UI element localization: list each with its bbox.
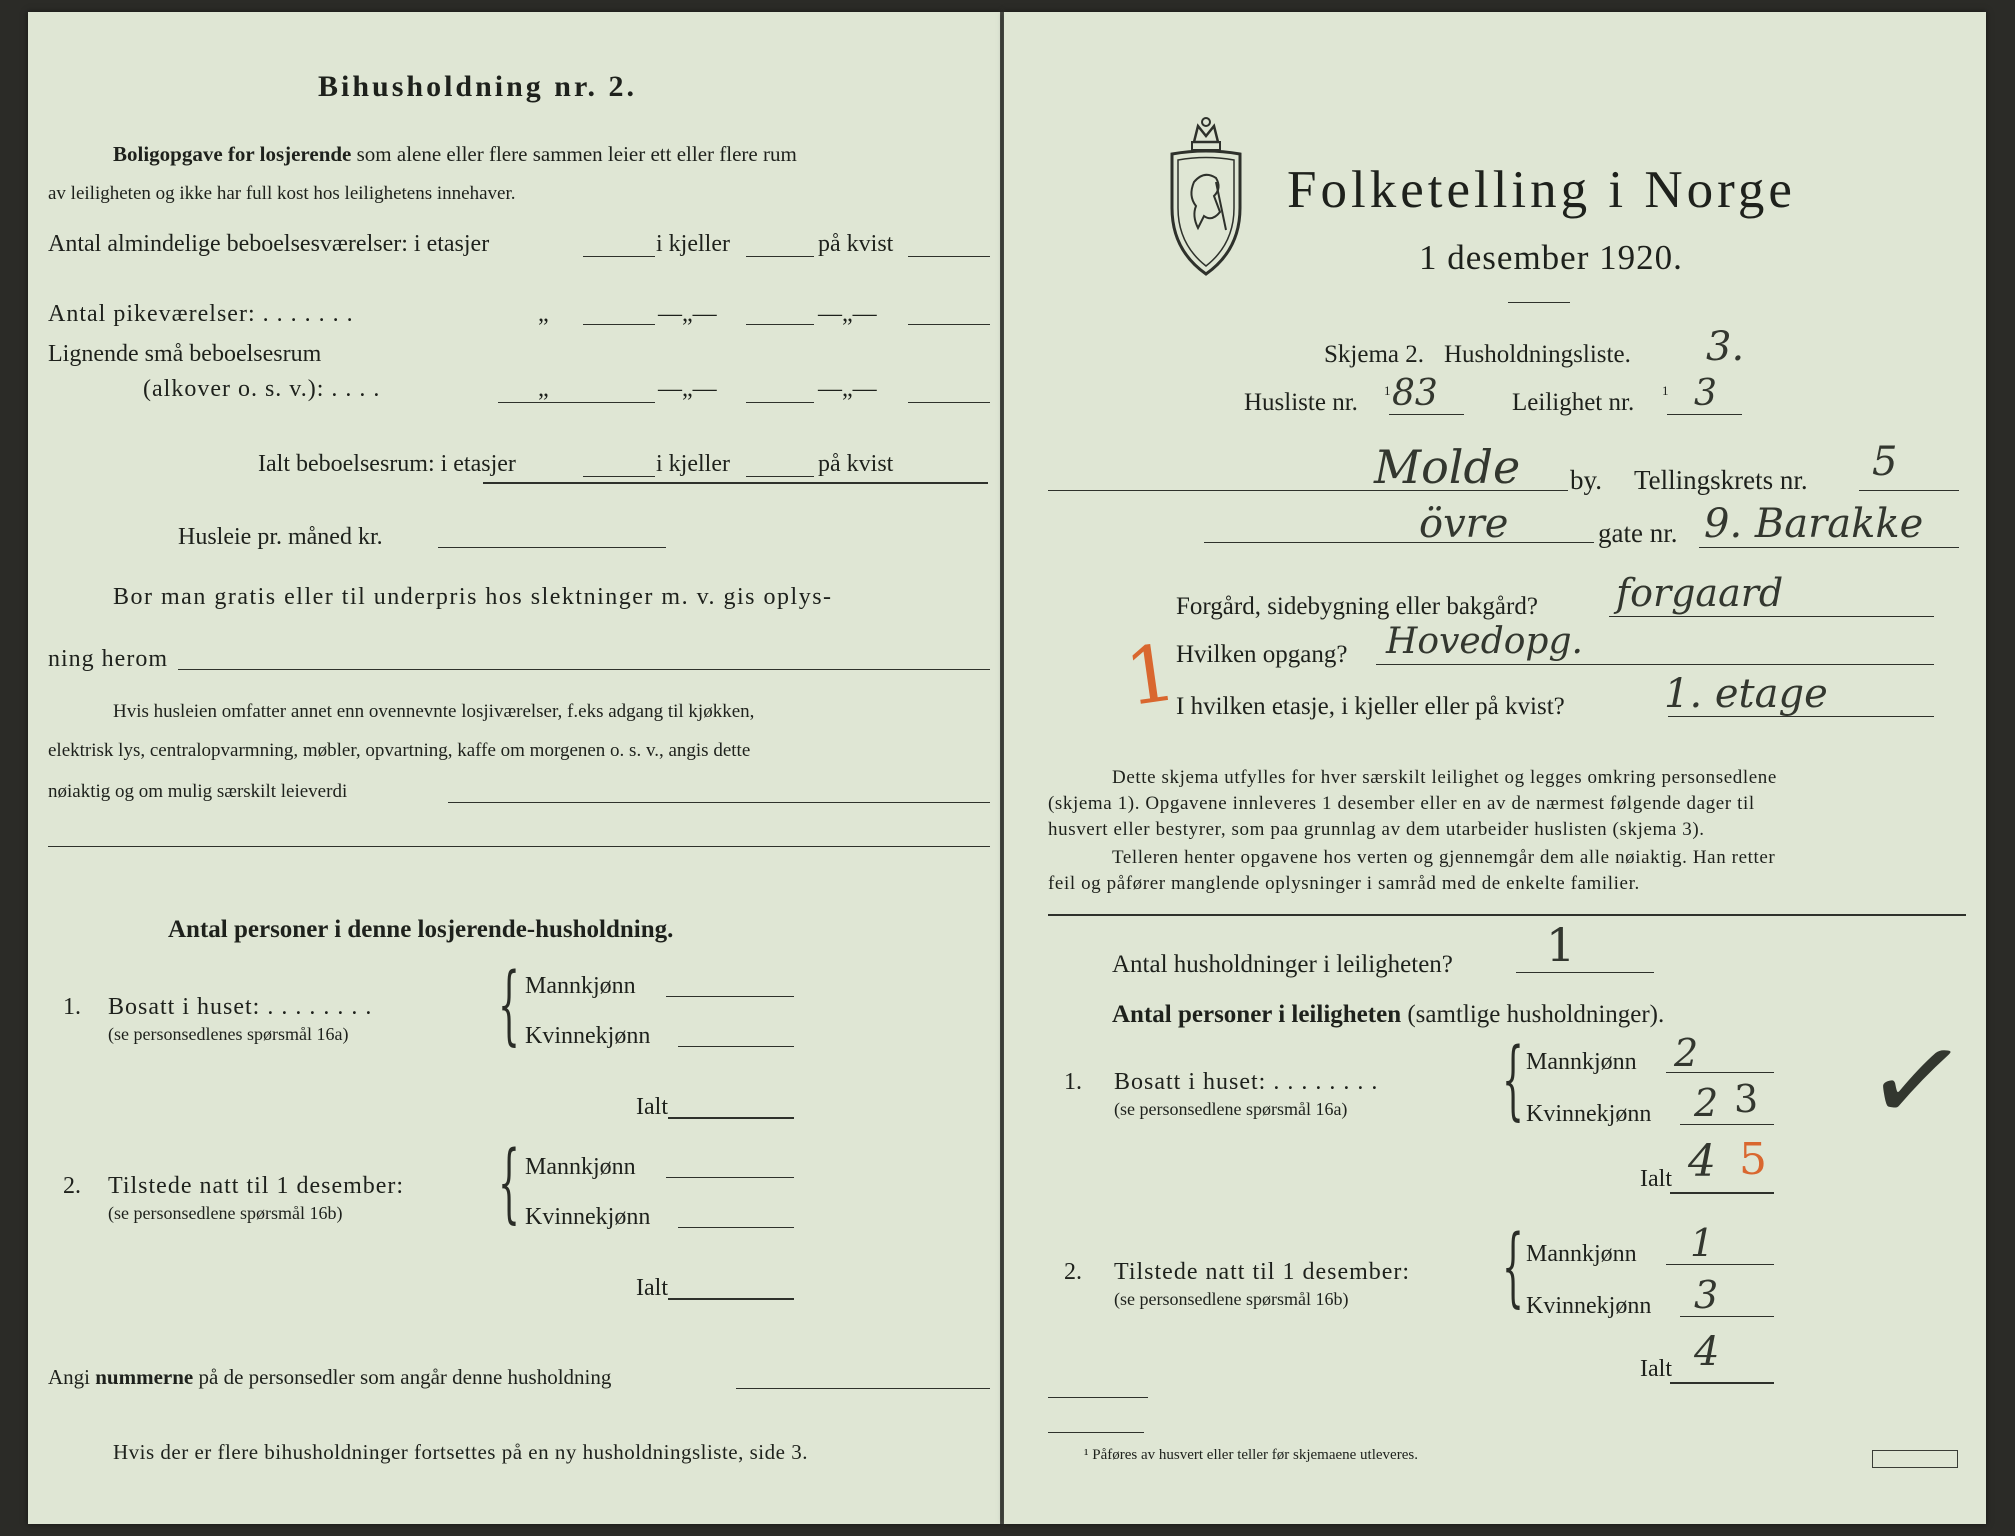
leieverdi-field[interactable]	[448, 802, 990, 803]
margin-red-mark: 1	[1119, 627, 1182, 725]
section-rule	[1048, 914, 1966, 916]
left-q1-num: 1.	[63, 994, 81, 1020]
pike-dash-2: —„—	[818, 301, 877, 327]
pike-kjeller-field[interactable]	[746, 324, 814, 325]
lignende-line-1: Lignende små beboelsesrum	[48, 341, 322, 367]
lignende-dash-2: —„—	[818, 376, 877, 402]
husholdningsliste-label: Husholdningsliste.	[1444, 341, 1631, 368]
right-q1-brace: {	[1502, 1030, 1524, 1130]
right-q2-ialt-label: Ialt	[1640, 1356, 1672, 1382]
right-q2-mann-label: Mannkjønn	[1526, 1241, 1637, 1267]
left-q1-brace: {	[498, 955, 520, 1055]
husleie-label: Husleie pr. måned kr.	[178, 524, 383, 550]
right-q1-mann-field[interactable]	[1666, 1072, 1774, 1073]
ialt-rooms-label: Ialt beboelsesrum: i etasjer	[258, 451, 516, 477]
husliste-footnote-mark: 1	[1384, 383, 1391, 398]
left-q1-ialt-field[interactable]	[668, 1117, 794, 1119]
left-q2-kvinne-label: Kvinnekjønn	[525, 1204, 651, 1230]
left-q2-brace: {	[498, 1133, 520, 1233]
right-q2-ialt-field[interactable]	[1670, 1382, 1774, 1384]
left-q1-ialt-label: Ialt	[636, 1094, 668, 1120]
pike-dash-1: —„—	[658, 301, 717, 327]
census-date: 1 desember 1920.	[1419, 238, 1683, 277]
right-q2-kvinne-value[interactable]: 3	[1694, 1273, 1719, 1317]
instructions-line-2: (skjema 1). Opgavene innleveres 1 desember eller en av de nærmest følgende dager til	[1048, 793, 1755, 814]
instructions-line-5: feil og påfører manglende oplysninger i samråd med de enkelte familier.	[1048, 873, 1640, 894]
pike-kvist-field[interactable]	[908, 324, 990, 325]
rooms-kvist-field[interactable]	[908, 256, 990, 257]
ialt-kvist-label: på kvist	[818, 451, 894, 477]
right-q2-ialt-value[interactable]: 4	[1694, 1329, 1720, 1375]
left-q1-sub: (se personsedlenes spørsmål 16a)	[108, 1024, 349, 1044]
intro-line-1: Boligopgave for losjerende som alene eller flere sammen leier ett eller flere rum	[113, 142, 797, 166]
rooms-kvist-label: på kvist	[818, 231, 894, 257]
by-label: by.	[1570, 465, 1602, 495]
instructions-line-4: Telleren henter opgavene hos verten og gjennemgår dem alle nøiaktig. Han retter	[1112, 847, 1776, 868]
footnote-rule	[1048, 1432, 1144, 1433]
gate-field[interactable]	[1699, 547, 1959, 548]
right-q1-sub: (se personsedlene spørsmål 16a)	[1114, 1099, 1348, 1119]
husliste-field[interactable]	[1389, 414, 1464, 415]
etasje-value[interactable]: 1. etage	[1664, 671, 1828, 717]
etasje-label: I hvilken etasje, i kjeller eller på kvist?	[1176, 693, 1565, 720]
antal-hush-label: Antal husholdninger i leiligheten?	[1112, 951, 1453, 978]
right-q1-mann-value[interactable]: 2	[1674, 1031, 1699, 1075]
instructions-line-3: husvert eller bestyrer, som paa grunnlag av dem utarbeider huslisten (skjema 3).	[1048, 819, 1705, 840]
tellingskrets-value[interactable]: 5	[1872, 439, 1898, 485]
persons-heading-right: Antal personer i leiligheten (samtlige husholdninger).	[1112, 1001, 1665, 1028]
norwegian-coat-of-arms-icon	[1164, 112, 1248, 280]
forgard-field[interactable]	[1609, 616, 1934, 617]
forgard-value[interactable]: forgaard	[1616, 571, 1784, 615]
ialt-kjeller-label: i kjeller	[656, 451, 730, 477]
ialt-rooms-underline	[483, 482, 988, 484]
intro-line-2: av leiligheten og ikke har full kost hos leilighetens innehaver.	[48, 183, 516, 204]
opgang-label: Hvilken opgang?	[1176, 641, 1348, 668]
husleie-field[interactable]	[438, 547, 666, 548]
husleien-line-3: nøiaktig og om mulig særskilt leieverdi	[48, 781, 348, 802]
left-q2-ialt-label: Ialt	[636, 1275, 668, 1301]
opgang-field[interactable]	[1376, 664, 1934, 665]
instructions-line-1: Dette skjema utfylles for hver særskilt leilighet og legges omkring personsedlene	[1112, 767, 1777, 788]
left-q2-mann-label: Mannkjønn	[525, 1154, 636, 1180]
right-q2-mann-field[interactable]	[1666, 1264, 1774, 1265]
tally-check-mark: ✓	[1856, 1005, 1976, 1158]
lignende-kjeller-field[interactable]	[746, 402, 814, 403]
lignende-dash-1: —„—	[658, 376, 717, 402]
printer-stamp-icon	[1872, 1450, 1958, 1468]
bihusholdning-title: Bihusholdning nr. 2.	[318, 70, 638, 103]
rooms-label: Antal almindelige beboelsesværelser: i etasjer	[48, 231, 490, 257]
forgard-label: Forgård, sidebygning eller bakgård?	[1176, 593, 1538, 620]
husholdningsliste-value[interactable]: 3.	[1706, 324, 1745, 370]
husliste-value[interactable]: 83	[1392, 373, 1438, 414]
left-q2-label: Tilstede natt til 1 desember:	[108, 1173, 405, 1199]
angi-line: Angi nummerne på de personsedler som angår denne husholdning	[48, 1365, 612, 1389]
right-footnote: ¹ Påføres av husvert eller teller før skjemaene utleveres.	[1084, 1447, 1418, 1463]
right-page	[1004, 12, 1986, 1524]
antal-hush-value[interactable]: 1	[1546, 918, 1576, 972]
angi-field[interactable]	[736, 1388, 990, 1389]
leieverdi-field-2[interactable]	[48, 846, 990, 847]
right-q2-kvinne-label: Kvinnekjønn	[1526, 1293, 1652, 1319]
left-q2-ialt-field[interactable]	[668, 1298, 794, 1300]
rooms-kjeller-label: i kjeller	[656, 231, 730, 257]
right-q1-kvinne-value[interactable]: 2	[1694, 1081, 1719, 1125]
right-q2-kvinne-field[interactable]	[1680, 1316, 1774, 1317]
skjema-label: Skjema 2.	[1324, 341, 1424, 368]
pike-quote: „	[538, 301, 549, 327]
antal-hush-field[interactable]	[1516, 972, 1654, 973]
rooms-kjeller-field[interactable]	[746, 256, 814, 257]
street-field[interactable]	[1204, 542, 1594, 543]
left-q2-sub: (se personsedlene spørsmål 16b)	[108, 1203, 343, 1223]
gratis-field[interactable]	[178, 669, 990, 670]
right-q1-mann-label: Mannkjønn	[1526, 1049, 1637, 1075]
left-q2-num: 2.	[63, 1173, 81, 1199]
gate-label: gate nr.	[1598, 518, 1678, 548]
right-q1-ialt-correction[interactable]: 5	[1739, 1134, 1767, 1185]
lignende-quote: „	[538, 376, 549, 402]
right-q1-ialt-field[interactable]	[1670, 1192, 1774, 1194]
pike-etasjer-field[interactable]	[583, 324, 655, 325]
husleien-line-2: elektrisk lys, centralopvarmning, møbler, opvartning, kaffe om morgenen o. s. v., angis dette	[48, 740, 751, 761]
left-footer: Hvis der er flere bihusholdninger fortsettes på en ny husholdningsliste, side 3.	[113, 1440, 808, 1464]
gratis-line-1: Bor man gratis eller til underpris hos slektninger m. v. gis oplys-	[113, 584, 833, 610]
etasje-field[interactable]	[1668, 716, 1934, 717]
right-q2-num: 2.	[1064, 1259, 1082, 1285]
husliste-label: Husliste nr.	[1244, 389, 1358, 416]
left-q2-mann-field[interactable]	[666, 1177, 794, 1178]
census-title: Folketelling i Norge	[1287, 161, 1796, 219]
ialt-kjeller-field[interactable]	[746, 476, 814, 477]
left-q1-mann-label: Mannkjønn	[525, 973, 636, 999]
leilighet-field[interactable]	[1667, 414, 1742, 415]
tellingskrets-label: Tellingskrets nr.	[1634, 465, 1808, 495]
right-q1-kvinne-label: Kvinnekjønn	[1526, 1101, 1652, 1127]
right-q1-num: 1.	[1064, 1069, 1082, 1095]
left-q1-kvinne-label: Kvinnekjønn	[525, 1023, 651, 1049]
right-q2-brace: {	[1502, 1217, 1524, 1317]
leilighet-footnote-mark: 1	[1662, 383, 1669, 398]
persons-heading-left: Antal personer i denne losjerende-husholdning.	[168, 916, 674, 943]
tellingskrets-field[interactable]	[1859, 490, 1959, 491]
gratis-line-2: ning herom	[48, 646, 168, 672]
right-q2-sub: (se personsedlene spørsmål 16b)	[1114, 1289, 1349, 1309]
pike-label: Antal pikeværelser: . . . . . . .	[48, 301, 354, 327]
lignende-etasjer-field[interactable]	[498, 402, 655, 403]
lignende-line-2: (alkover o. s. v.): . . . .	[143, 376, 381, 402]
right-q2-label: Tilstede natt til 1 desember:	[1114, 1259, 1411, 1285]
city-value[interactable]: Molde	[1374, 440, 1521, 494]
rooms-etasjer-field[interactable]	[583, 256, 655, 257]
right-q1-ialt-value[interactable]: 4	[1688, 1136, 1716, 1187]
left-q1-label: Bosatt i huset: . . . . . . . .	[108, 994, 373, 1020]
lower-left-rule	[1048, 1397, 1148, 1398]
right-q1-ialt-label: Ialt	[1640, 1166, 1672, 1192]
right-q1-kvinne-field[interactable]	[1680, 1124, 1774, 1125]
right-q2-mann-value[interactable]: 1	[1690, 1221, 1715, 1265]
leilighet-label: Leilighet nr.	[1512, 389, 1635, 416]
right-q1-kvinne-correction[interactable]: 3	[1734, 1077, 1759, 1121]
opgang-value[interactable]: Hovedopg.	[1386, 621, 1583, 662]
lignende-kvist-field[interactable]	[908, 402, 990, 403]
left-page	[28, 12, 1000, 1524]
right-q1-label: Bosatt i huset: . . . . . . . .	[1114, 1069, 1379, 1095]
ialt-etasjer-field[interactable]	[583, 476, 655, 477]
husleien-line-1: Hvis husleien omfatter annet enn ovennevnte losjiværelser, f.eks adgang til kjøkken,	[113, 701, 755, 722]
leilighet-value[interactable]: 3	[1694, 373, 1717, 414]
city-field[interactable]	[1048, 490, 1568, 491]
left-q1-mann-field[interactable]	[666, 996, 794, 997]
title-rule	[1508, 302, 1570, 303]
gate-value[interactable]: 9. Barakke	[1704, 501, 1924, 547]
left-q1-kvinne-field[interactable]	[678, 1046, 794, 1047]
street-value[interactable]: övre	[1419, 501, 1509, 547]
left-q2-kvinne-field[interactable]	[678, 1227, 794, 1228]
